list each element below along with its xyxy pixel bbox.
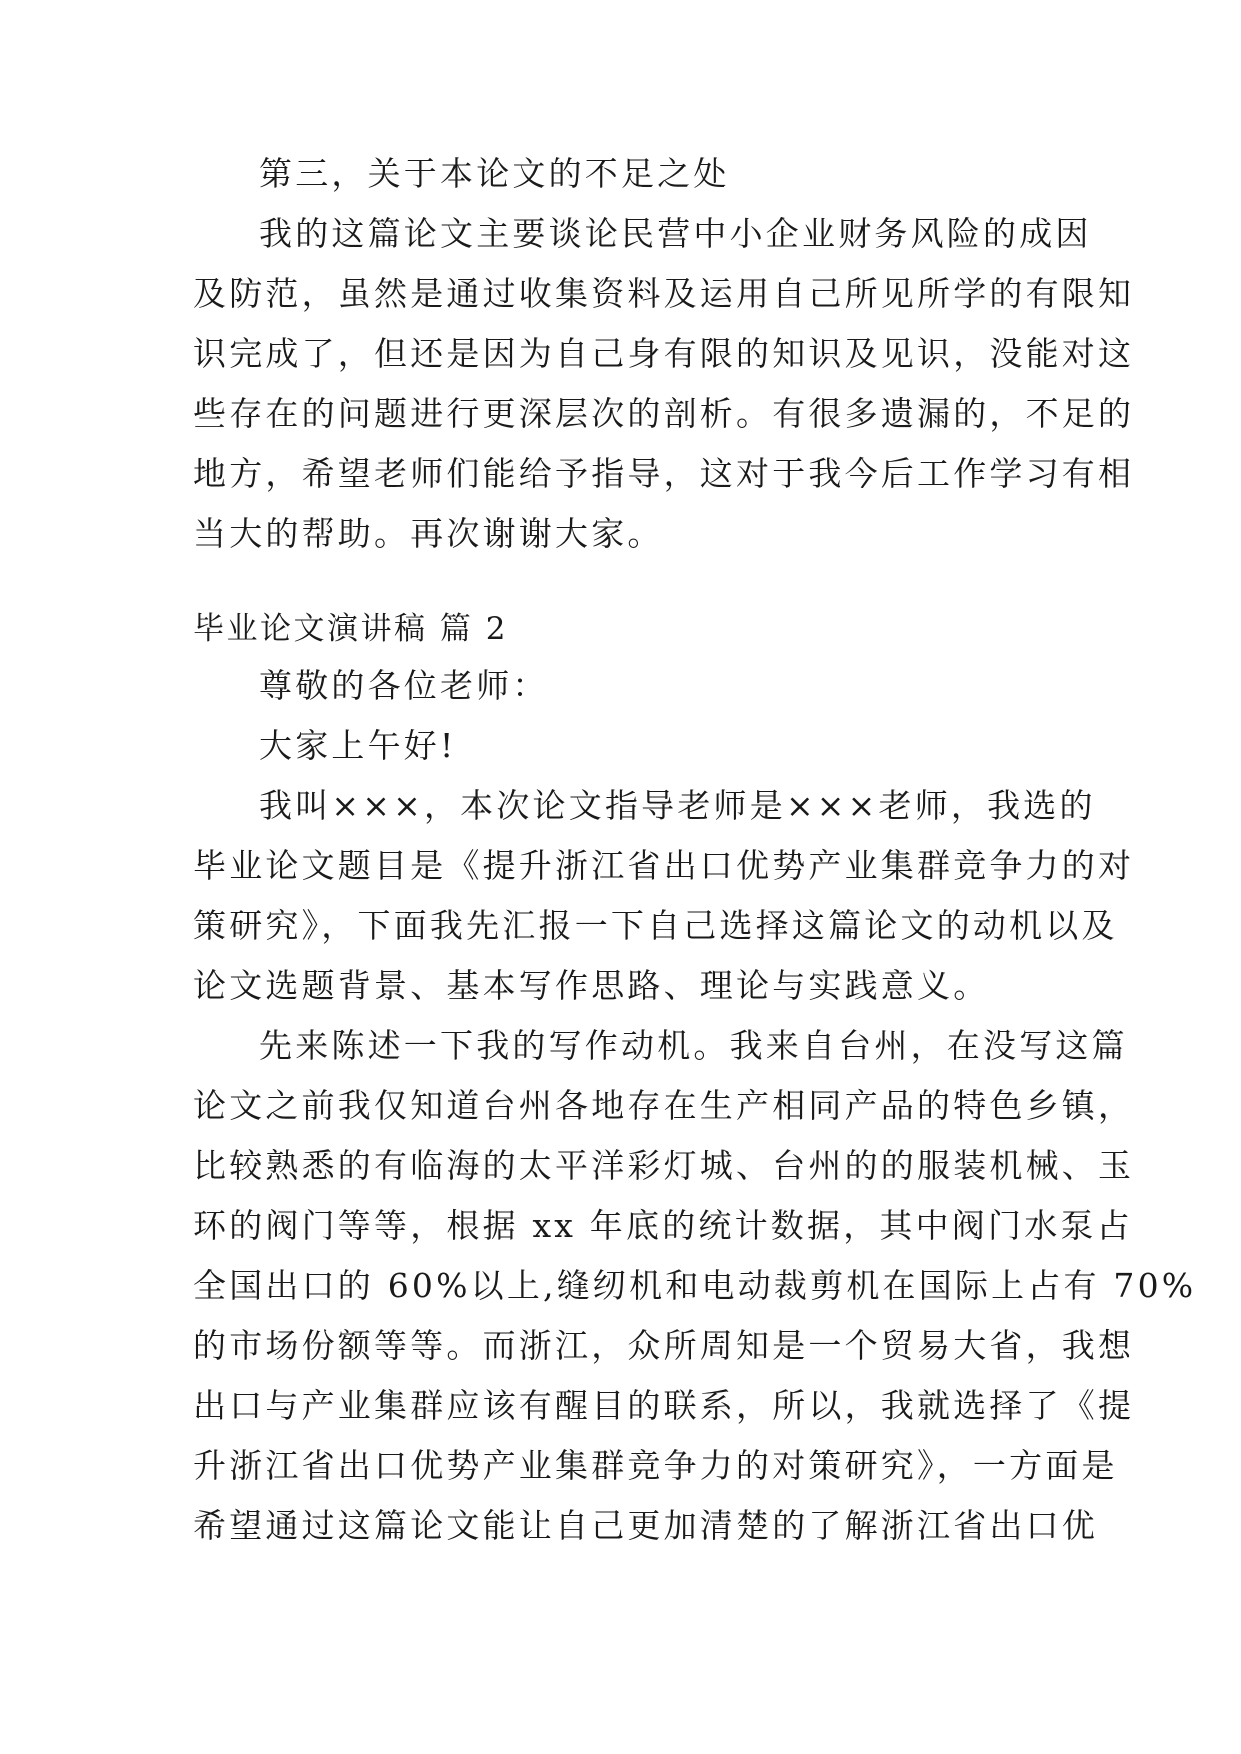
section-1 (193, 144, 1135, 564)
paragraph-line: 升浙江省出口优势产业集群竞争力的对策研究》，一方面是 (193, 1446, 1118, 1485)
greeting: 大家上午好! (259, 726, 457, 765)
paragraph-line: 希望通过这篇论文能让自己更加清楚的了解浙江省出口优 (193, 1506, 1098, 1545)
paragraph-line: 出口与产业集群应该有醒目的联系，所以，我就选择了《提 (193, 1386, 1135, 1425)
paragraph-line: 先来陈述一下我的写作动机。我来自台州，在没写这篇 (259, 1026, 1128, 1065)
paragraph-line: 全国出口的 60%以上,缝纫机和电动裁剪机在国际上占有 70% (193, 1266, 1197, 1305)
paragraph-line: 比较熟悉的有临海的太平洋彩灯城、台州的的服装机械、玉 (193, 1146, 1135, 1185)
paragraph-line: 环的阀门等等，根据 xx 年底的统计数据，其中阀门水泵占 (193, 1206, 1133, 1245)
paragraph-line: 及防范，虽然是通过收集资料及运用自己所见所学的有限知 (193, 274, 1135, 313)
paragraph-line: 些存在的问题进行更深层次的剖析。有很多遗漏的，不足的 (193, 394, 1135, 433)
section-title: 第三，关于本论文的不足之处 (259, 154, 730, 193)
paragraph-line: 毕业论文题目是《提升浙江省出口优势产业集群竞争力的对 (193, 846, 1135, 885)
section-2 (193, 656, 1197, 1556)
salutation: 尊敬的各位老师： (259, 666, 549, 705)
paragraph-line: 论文选题背景、基本写作思路、理论与实践意义。 (193, 966, 990, 1005)
paragraph-line: 我的这篇论文主要谈论民营中小企业财务风险的成因 (259, 214, 1092, 253)
paragraph-line: 的市场份额等等。而浙江，众所周知是一个贸易大省，我想 (193, 1326, 1135, 1365)
paragraph-line: 当大的帮助。再次谢谢大家。 (193, 514, 664, 553)
paragraph-line: 策研究》，下面我先汇报一下自己选择这篇论文的动机以及 (193, 906, 1118, 945)
paragraph-line: 地方，希望老师们能给予指导，这对于我今后工作学习有相 (193, 454, 1135, 493)
paragraph-line: 我叫×××，本次论文指导老师是×××老师，我选的 (259, 786, 1096, 825)
paragraph-line: 识完成了，但还是因为自己身有限的知识及见识，没能对这 (193, 334, 1135, 373)
section-heading: 毕业论文演讲稿 篇 2 (193, 611, 508, 647)
paragraph-line: 论文之前我仅知道台州各地存在生产相同产品的特色乡镇， (193, 1086, 1135, 1125)
